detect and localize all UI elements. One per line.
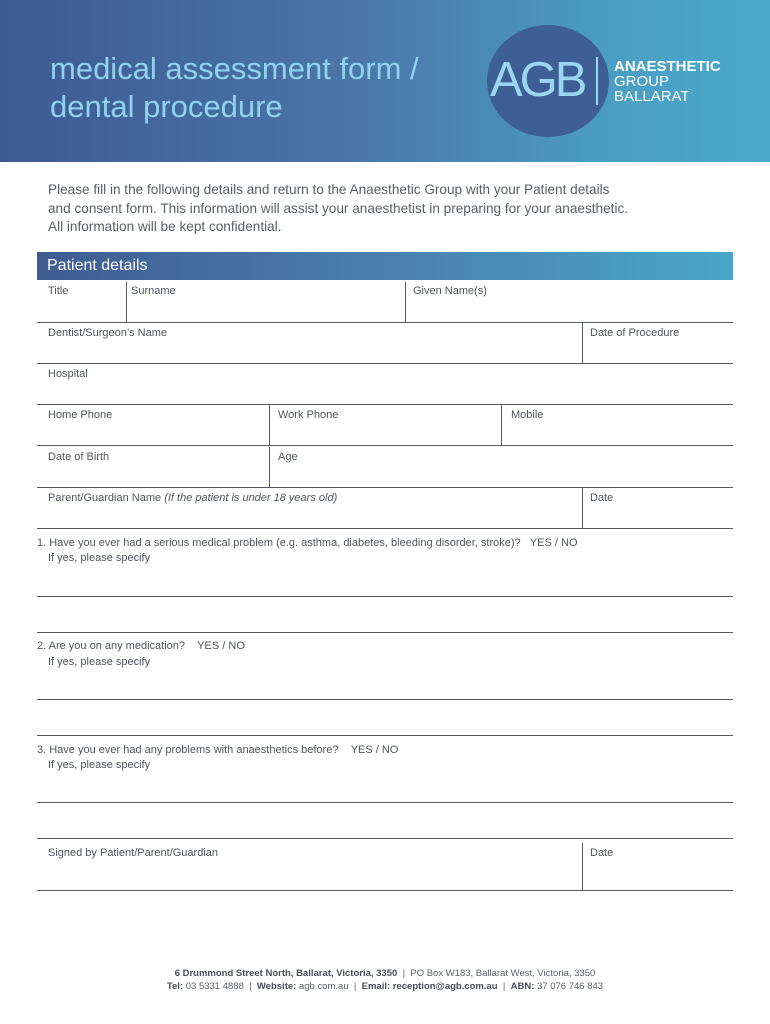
surname-field[interactable] [405,282,406,322]
logo-line-3: BALLARAT [614,88,690,105]
section-heading-patient-details [37,252,733,280]
question-1-answer-line-2[interactable] [37,632,733,633]
footer-website-link[interactable]: agb.com.au [298,981,349,992]
signature-field-label: Signed by Patient/Parent/Guardian [48,847,219,859]
dentist-field[interactable] [582,323,583,363]
question-2 [37,640,245,652]
procedure-date-field-label: Date of Procedure [590,327,680,339]
question-1-specify-label: If yes, please specify [48,552,151,564]
title-line-1: medical assessment form / [50,51,419,86]
dob-field[interactable] [269,447,270,487]
footer-separator: | [402,968,406,979]
question-1-text: 1. Have you ever had a serious medical problem (e.g. asthma, diabetes, bleeding disorder, stroke)? [37,537,521,549]
header-banner [0,0,770,162]
intro-line-2: and consent form. This information will assist your anaesthetist in preparing for your anaesthetic. [48,200,629,216]
question-3-options[interactable]: YES / NO [350,744,399,756]
question-2-answer-line-1[interactable] [37,699,733,700]
logo-line-1: ANAESTHETIC [614,58,721,75]
work-phone-field-label: Work Phone [278,409,339,421]
question-3 [37,744,398,756]
signature-date-field-label: Date [590,847,614,859]
footer-website-label: Website: [256,981,297,992]
footer-email-link[interactable]: reception@agb.com.au [392,981,498,992]
question-3-answer-line-2[interactable] [37,838,733,839]
question-2-text: 2. Are you on any medication? [37,640,185,652]
hospital-field[interactable] [37,404,733,405]
signature-field[interactable] [582,843,583,890]
guardian-field-label [48,492,337,504]
mobile-field-label: Mobile [511,409,544,421]
question-3-specify-label: If yes, please specify [48,759,151,771]
question-2-specify-label: If yes, please specify [48,656,151,668]
footer-separator: | [353,981,357,992]
footer-separator: | [502,981,506,992]
section-heading-text: Patient details [47,257,148,274]
form-title [50,50,419,126]
home-phone-field[interactable] [269,405,270,445]
dentist-field-label: Dentist/Surgeon’s Name [48,327,168,339]
footer-email-label: Email: [361,981,391,992]
surname-field-label: Surname [131,285,176,297]
signature-date-field[interactable] [37,890,733,891]
mobile-field[interactable] [37,445,733,446]
age-field-label: Age [278,451,298,463]
guardian-note: (If the patient is under 18 years old) [164,492,338,504]
intro-text [48,181,728,237]
footer-po-box: PO Box W183, Ballarat West, Victoria, 3350 [410,968,596,979]
footer-street-address: 6 Drummond Street North, Ballarat, Victoria, 3350 [174,968,398,979]
question-1 [37,537,578,549]
logo-letters: AGB [490,53,585,107]
intro-line-1: Please fill in the following details and return to the Anaesthetic Group with your Patient details [48,182,610,197]
procedure-date-field[interactable] [37,363,733,364]
question-2-answer-line-2[interactable] [37,735,733,736]
footer-address [0,968,770,979]
guardian-date-field-label: Date [590,492,614,504]
guardian-date-field[interactable] [37,528,733,529]
given-names-field[interactable] [37,322,733,323]
title-field-label: Title [48,285,69,297]
guardian-label-text: Parent/Guardian Name [48,492,162,504]
intro-line-3: All information will be kept confidential. [48,219,282,235]
logo-wordmark [614,59,721,104]
hospital-field-label: Hospital [48,368,88,380]
question-3-text: 3. Have you ever had any problems with anaesthetics before? [37,744,339,756]
title-field[interactable] [126,282,127,322]
dob-field-label: Date of Birth [48,451,110,463]
logo-divider [596,57,598,105]
footer-contact [0,981,770,992]
question-1-options[interactable]: YES / NO [529,537,578,549]
guardian-field[interactable] [582,488,583,528]
work-phone-field[interactable] [501,405,502,445]
footer-abn-label: ABN: [510,981,535,992]
age-field[interactable] [37,487,733,488]
given-names-field-label: Given Name(s) [413,285,487,297]
logo-line-2: GROUP [614,73,670,90]
question-2-options[interactable]: YES / NO [197,640,245,652]
title-line-2: dental procedure [50,89,283,124]
question-1-answer-line-1[interactable] [37,596,733,597]
footer-tel-label: Tel: [166,981,184,992]
footer-tel: 03 5331 4888 [185,981,244,992]
footer-separator: | [249,981,252,992]
question-3-answer-line-1[interactable] [37,802,733,803]
footer-abn: 37 076 746 843 [537,981,604,992]
home-phone-field-label: Home Phone [48,409,113,421]
